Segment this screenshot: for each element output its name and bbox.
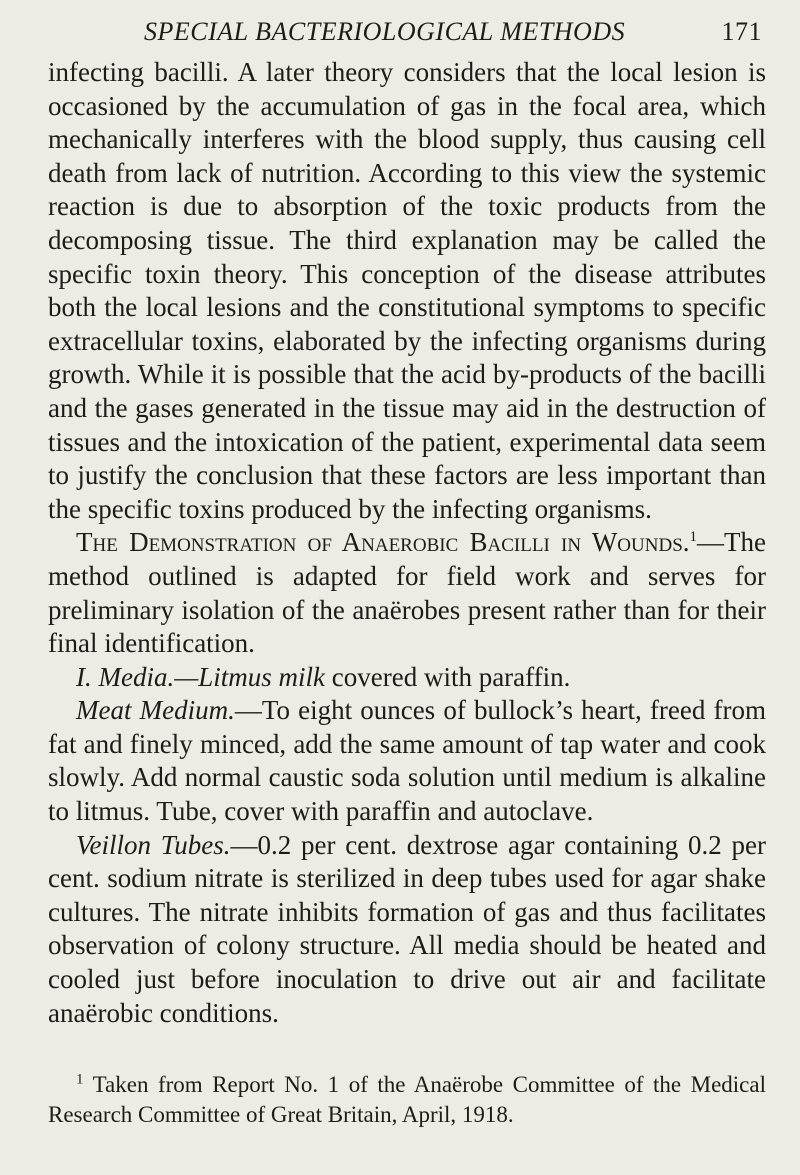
running-head bbox=[48, 14, 766, 50]
meat-medium-label: Meat Medium. bbox=[76, 695, 235, 726]
footnote-body: Taken from Report No. 1 of the Anaërobe Committee of the Medical Research Committee of Great Britain, April, 1918. bbox=[48, 1072, 766, 1128]
footnote-text bbox=[48, 1070, 766, 1130]
running-head-title: SPECIAL BACTERIOLOGICAL METHODS bbox=[144, 17, 626, 46]
body-text bbox=[48, 56, 766, 1030]
paragraph-continuation: infecting bacilli. A later theory considers that the local lesion is occasioned by the accumulation of gas in the focal area, which mechanically interferes with the blood supply, thus causing cell death from lack of nutrition. According to this view the systemic reaction is due to absorption of the toxic products from the decomposing tissue. The third explanation may be called the specific toxin theory. This conception of the disease attributes both the local lesions and the constitutional symptoms to specific extracellular toxins, elaborated by the infecting organisms during growth. While it is possible that the acid by-products of the bacilli and the gases generated in the tissue may aid in the destruction of tissues and the intoxication of the patient, experimental data seem to justify the conclusion that these factors are less important than the specific toxins produced by the infecting organisms. bbox=[48, 57, 766, 524]
section-heading: The Demonstration of Anaerobic Bacilli in Wounds. bbox=[76, 527, 690, 558]
paragraph-text: —The method outlined is adapted for field work and serves for preliminary isolation of the anaërobes present rather than for their final identification. bbox=[48, 527, 766, 659]
footnote-mark: 1 bbox=[76, 1071, 84, 1088]
paragraph-meat-medium bbox=[48, 694, 766, 828]
page-number: 171 bbox=[721, 17, 762, 46]
paragraph-media bbox=[48, 661, 766, 695]
footnote-reference: 1 bbox=[689, 529, 698, 546]
footnote bbox=[48, 1070, 766, 1130]
paragraph-anaerobic-demonstration bbox=[48, 526, 766, 660]
paragraph-text: —To eight ounces of bullock’s heart, freed from fat and finely minced, add the same amount of tap water and cook slowly. Add normal caustic soda solution until medium is alkaline to litmus. Tube, cover with paraffin and autoclave. bbox=[48, 695, 767, 827]
media-label: I. Media.—Litmus milk bbox=[76, 661, 325, 692]
veillon-tubes-label: Veillon Tubes. bbox=[76, 829, 231, 860]
paragraph-text: covered with paraffin. bbox=[325, 661, 571, 692]
paragraph-veillon-tubes bbox=[48, 829, 766, 1031]
paragraph-text: —0.2 per cent. dextrose agar containing 0.2 per cent. sodium nitrate is sterilized in deep tubes used for agar shake cultures. The nitrate inhibits formation of gas and thus facilitates observation of colony structure. All media should be heated and cooled just before inoculation to drive out air and facilitate anaërobic conditions. bbox=[48, 829, 766, 1028]
